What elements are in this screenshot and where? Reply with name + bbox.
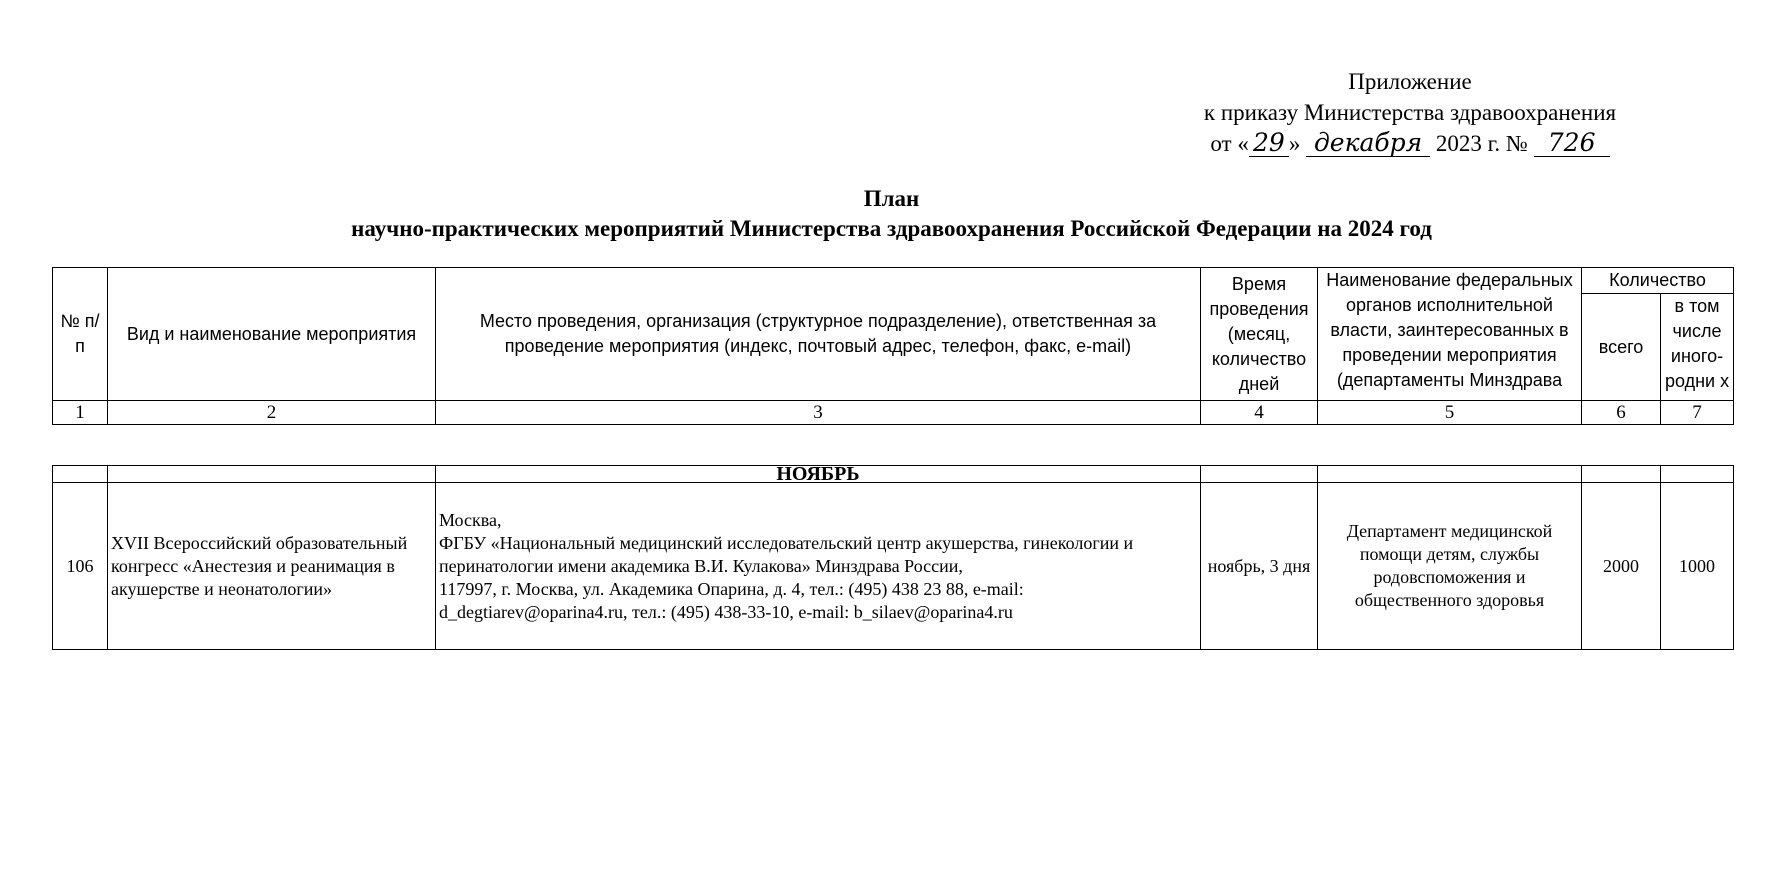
header-quantity: Количество — [1582, 268, 1734, 294]
month-cell-empty-1 — [53, 466, 108, 483]
header-total: всего — [1582, 294, 1661, 401]
month-cell-empty-7 — [1661, 466, 1734, 483]
title-line-2: научно-практических мероприятий Министерства здравоохранения Российской Федерации на 2024 год — [351, 216, 1432, 241]
column-number-4: 4 — [1201, 401, 1318, 425]
title-line-1: План — [863, 186, 920, 211]
handwritten-order-number: 726 — [1534, 130, 1610, 157]
date-quote-close: » — [1288, 131, 1301, 156]
row-total: 2000 — [1582, 483, 1661, 650]
place-line: d_degtiarev@oparina4.ru, тел.: (495) 438-33-10, e-mail: b_silaev@oparina4.ru — [439, 601, 1013, 622]
place-line: Москва, — [439, 509, 502, 530]
column-number-6: 6 — [1582, 401, 1661, 425]
events-table — [52, 465, 1734, 650]
column-number-7: 7 — [1661, 401, 1734, 425]
date-prefix: от « — [1210, 131, 1249, 156]
table-row — [53, 483, 1734, 650]
month-cell-empty-5 — [1318, 466, 1582, 483]
handwritten-day: 29 — [1249, 130, 1289, 157]
header-organs: Наименование федеральных органов исполнительной власти, заинтересованных в проведении мероприятия (департаменты Минздрава — [1318, 268, 1582, 401]
row-place — [436, 483, 1201, 650]
month-cell-empty-6 — [1582, 466, 1661, 483]
month-cell-empty-2 — [108, 466, 436, 483]
column-number-3: 3 — [436, 401, 1201, 425]
row-event: XVII Всероссийский образовательный конгресс «Анестезия и реанимация в акушерстве и неонатологии» — [108, 483, 436, 650]
column-number-5: 5 — [1318, 401, 1582, 425]
place-line: перинатологии имени академика В.И. Кулакова» Минздрава России, — [439, 555, 963, 576]
month-cell-empty-4 — [1201, 466, 1318, 483]
header-place: Место проведения, организация (структурное подразделение), ответственная за проведение мероприятия (индекс, почтовый адрес, телефон, факс, e-mail) — [436, 268, 1201, 401]
column-number-2: 2 — [108, 401, 436, 425]
place-line: 117997, г. Москва, ул. Академика Опарина, д. 4, тел.: (495) 438 23 88, e-mail: — [439, 578, 1024, 599]
handwritten-month: декабря — [1306, 130, 1430, 157]
document-title — [0, 184, 1783, 244]
column-number-1: 1 — [53, 401, 108, 425]
place-line: ФГБУ «Национальный медицинский исследовательский центр акушерства, гинекологии и — [439, 532, 1134, 553]
header-incl: в том числе иного-родни х — [1661, 294, 1734, 401]
row-incl: 1000 — [1661, 483, 1734, 650]
month-label: НОЯБРЬ — [436, 466, 1201, 483]
header-num: № п/п — [53, 268, 108, 401]
appendix-date-line — [1150, 128, 1670, 159]
appendix-order-ref: к приказу Министерства здравоохранения — [1203, 100, 1617, 125]
header-event: Вид и наименование мероприятия — [108, 268, 436, 401]
appendix-title: Приложение — [1348, 69, 1472, 94]
row-organs: Департамент медицинской помощи детям, службы родовспоможения и общественного здоровья — [1318, 483, 1582, 650]
appendix-block — [1150, 66, 1670, 159]
header-table — [52, 267, 1734, 425]
date-year-text: 2023 г. № — [1435, 131, 1528, 156]
header-time: Время проведения (месяц, количество дней — [1201, 268, 1318, 401]
row-time: ноябрь, 3 дня — [1201, 483, 1318, 650]
row-num: 106 — [53, 483, 108, 650]
